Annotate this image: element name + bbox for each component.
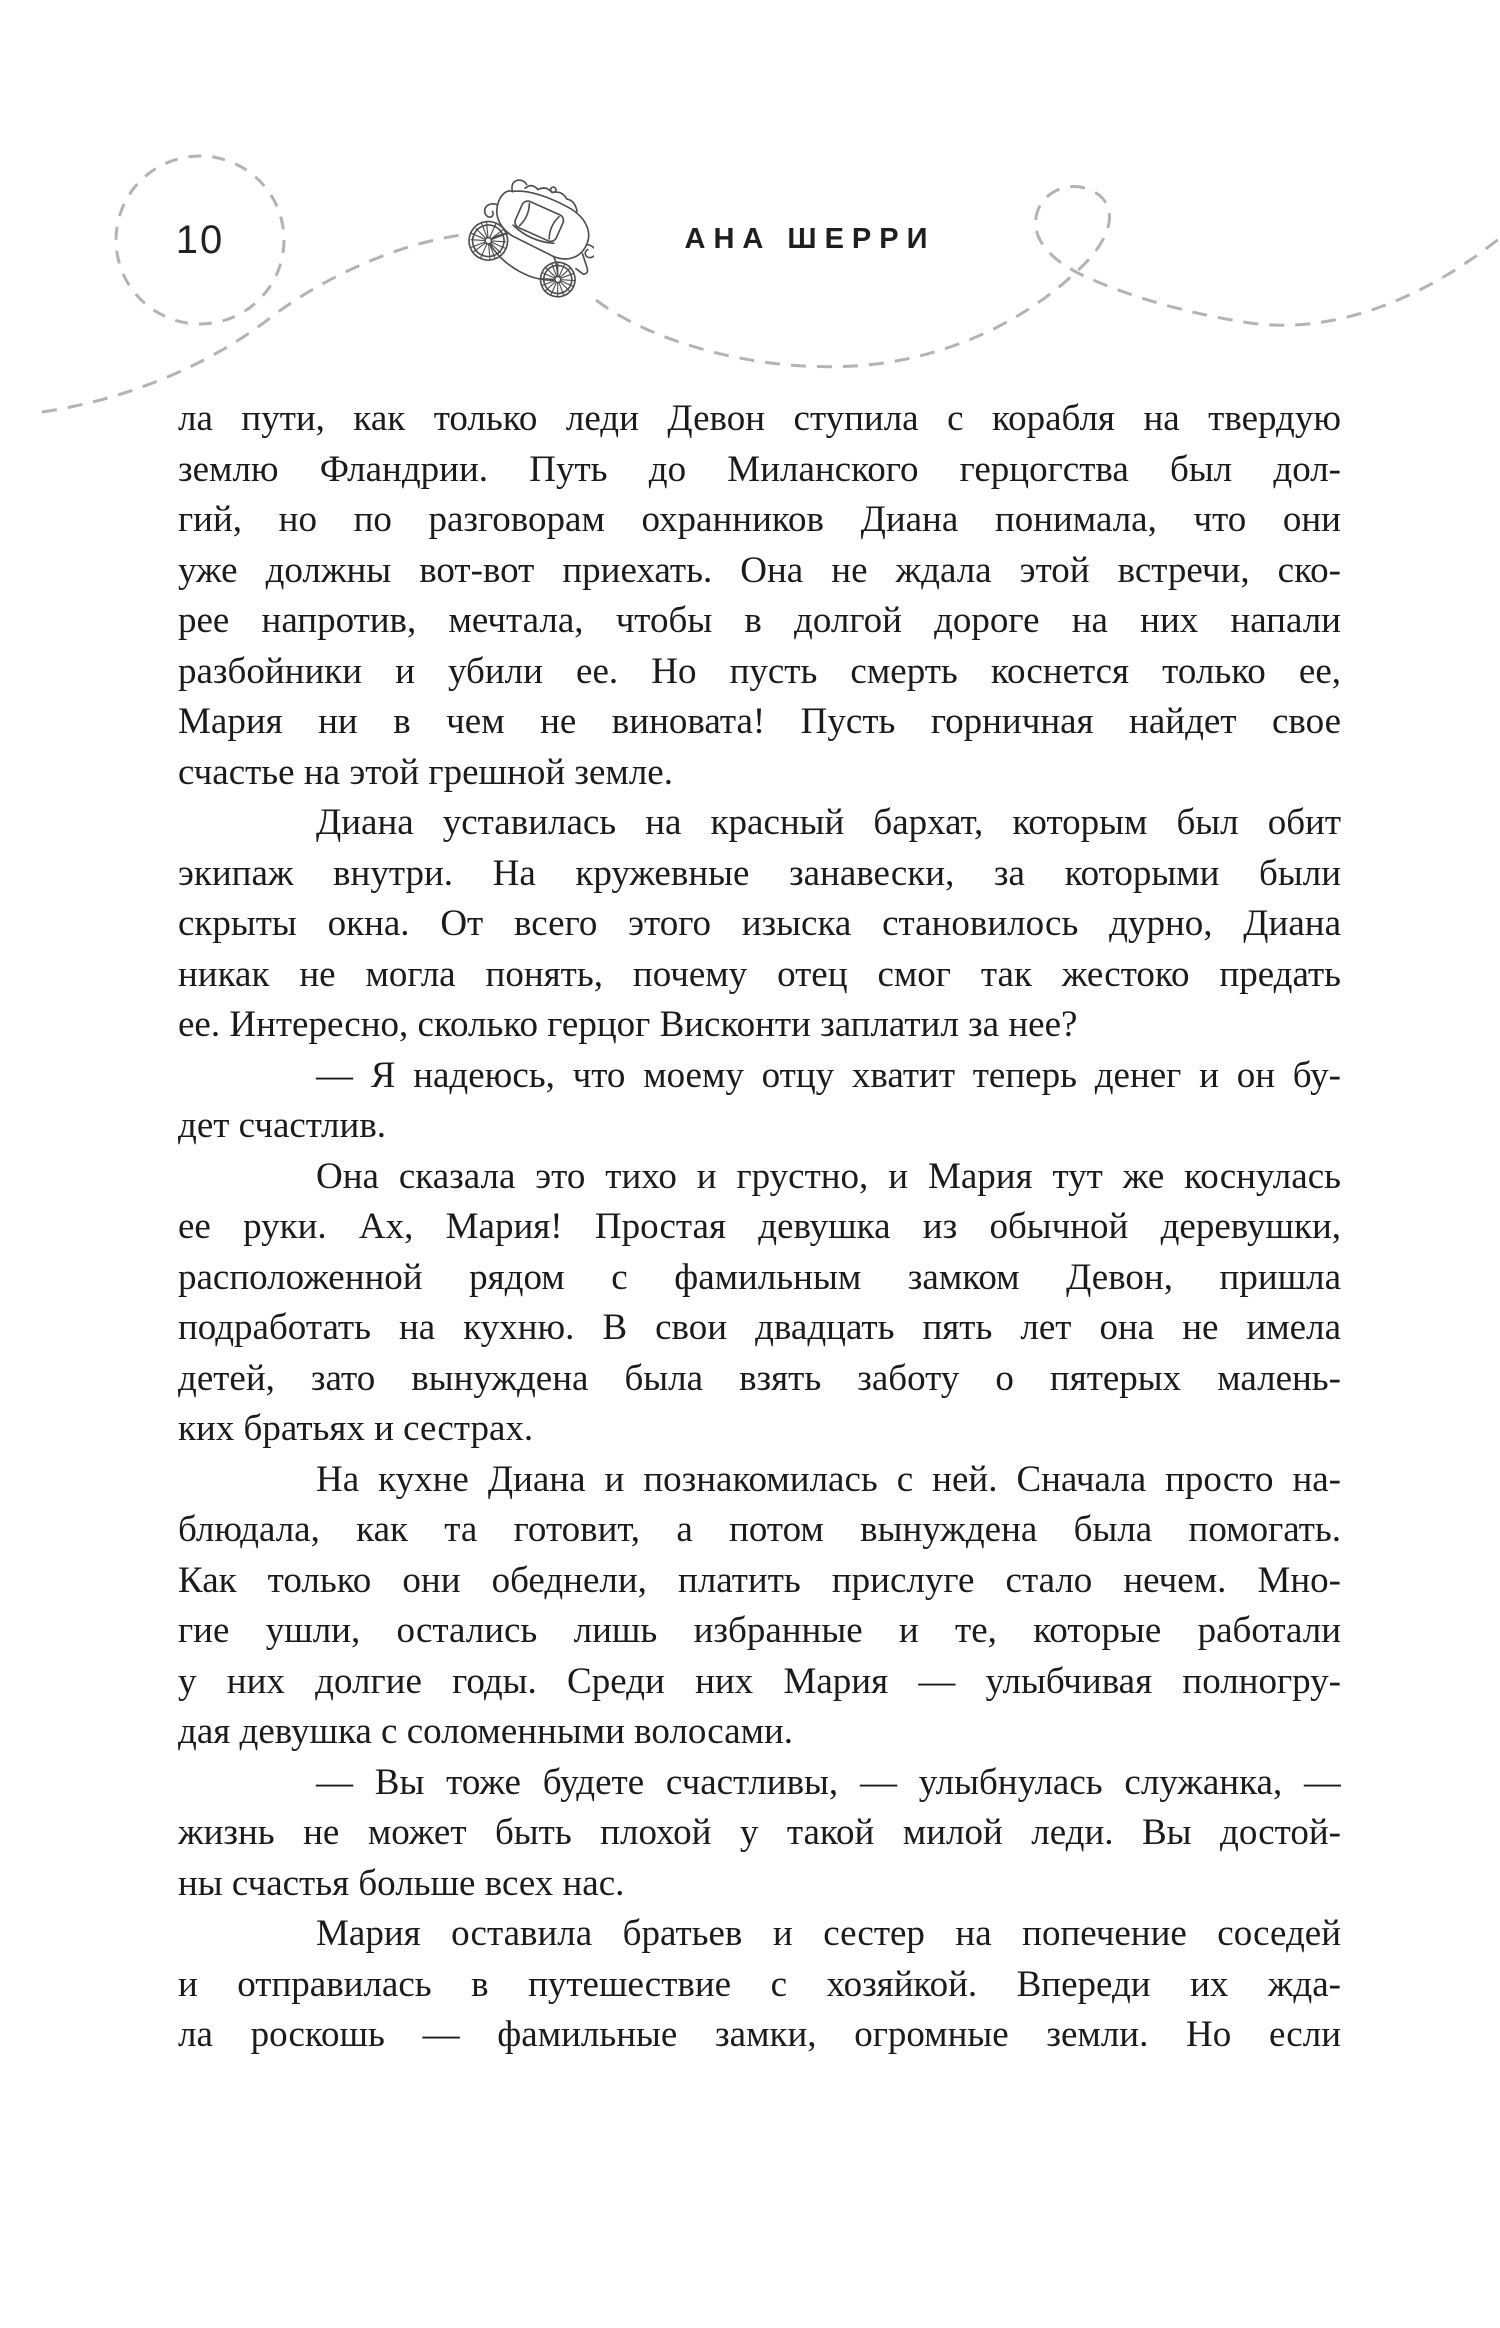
text-line: ее. Интересно, сколько герцог Висконти заплатил за нее?	[178, 1004, 1078, 1045]
text-line: гие ушли, остались лишь избранные и те, которые работали	[178, 1610, 1341, 1651]
text-line: ны счастья больше всех нас.	[178, 1862, 625, 1904]
text-line: у них долгие годы. Среди них Мария — улыбчивая полногру-	[178, 1660, 1341, 1702]
text-line: ла роскошь — фамильные замки, огромные земли. Но если	[178, 2014, 1341, 2055]
dashed-swirl-left	[42, 234, 470, 412]
text-line: никак не могла понять, почему отец смог так жестоко предать	[178, 953, 1341, 995]
text-line: землю Фландрии. Путь до Миланского герцогства был дол-	[178, 448, 1341, 490]
text-line: скрыты окна. От всего этого изыска становилось дурно, Диана	[178, 903, 1341, 944]
text-line: Мария ни в чем не виновата! Пусть горничная найдет свое	[178, 701, 1341, 742]
text-line: экипаж внутри. На кружевные занавески, за которыми были	[178, 852, 1341, 894]
text-line: жизнь не может быть плохой у такой милой леди. Вы достой-	[178, 1812, 1341, 1853]
text-line: На кухне Диана и познакомилась с ней. Сначала просто на-	[316, 1458, 1341, 1500]
text-line: дет счастлив.	[178, 1105, 387, 1146]
carriage-icon	[462, 178, 594, 310]
text-line: счастье на этой грешной земле.	[178, 751, 673, 793]
text-line: блюдала, как та готовит, а потом вынуждена была помогать.	[178, 1509, 1341, 1550]
text-line: уже должны вот-вот приехать. Она не ждала этой встречи, ско-	[178, 549, 1341, 591]
body-text	[178, 394, 1341, 2061]
text-line: ее руки. Ах, Мария! Простая девушка из обычной деревушки,	[178, 1206, 1341, 1247]
text-line: и отправилась в путешествие с хозяйкой. Впереди их жда-	[178, 1963, 1341, 2005]
page-number: 10	[175, 218, 225, 262]
dashed-swirl-right	[596, 187, 1500, 367]
text-line: гий, но по разговорам охранников Диана понимала, что они	[178, 499, 1341, 540]
author-name: АНА ШЕРРИ	[684, 223, 936, 255]
text-line: Как только они обеднели, платить прислуге стало нечем. Мно-	[178, 1559, 1341, 1601]
text-line: детей, зато вынуждена была взять заботу о пятерых малень-	[178, 1357, 1341, 1399]
text-line: — Я надеюсь, что моему отцу хватит теперь денег и он бу-	[316, 1054, 1341, 1096]
text-line: ла пути, как только леди Девон ступила с корабля на твердую	[178, 398, 1341, 439]
text-line: ких братьях и сестрах.	[178, 1408, 534, 1449]
text-line: Она сказала это тихо и грустно, и Мария тут же коснулась	[316, 1155, 1341, 1197]
text-line: Мария оставила братьев и сестер на попечение соседей	[316, 1913, 1341, 1954]
text-line: подработать на кухню. В свои двадцать пять лет она не имела	[178, 1307, 1341, 1348]
text-line: рее напротив, мечтала, чтобы в долгой дороге на них напали	[178, 600, 1341, 641]
text-line: дая девушка с соломенными волосами.	[178, 1711, 794, 1752]
text-line: Диана уставилась на красный бархат, которым был обит	[316, 802, 1341, 843]
text-line: расположенной рядом с фамильным замком Девон, пришла	[178, 1256, 1341, 1298]
text-line: разбойники и убили ее. Но пусть смерть коснется только ее,	[178, 650, 1341, 692]
text-line: — Вы тоже будете счастливы, — улыбнулась служанка, —	[316, 1761, 1341, 1803]
